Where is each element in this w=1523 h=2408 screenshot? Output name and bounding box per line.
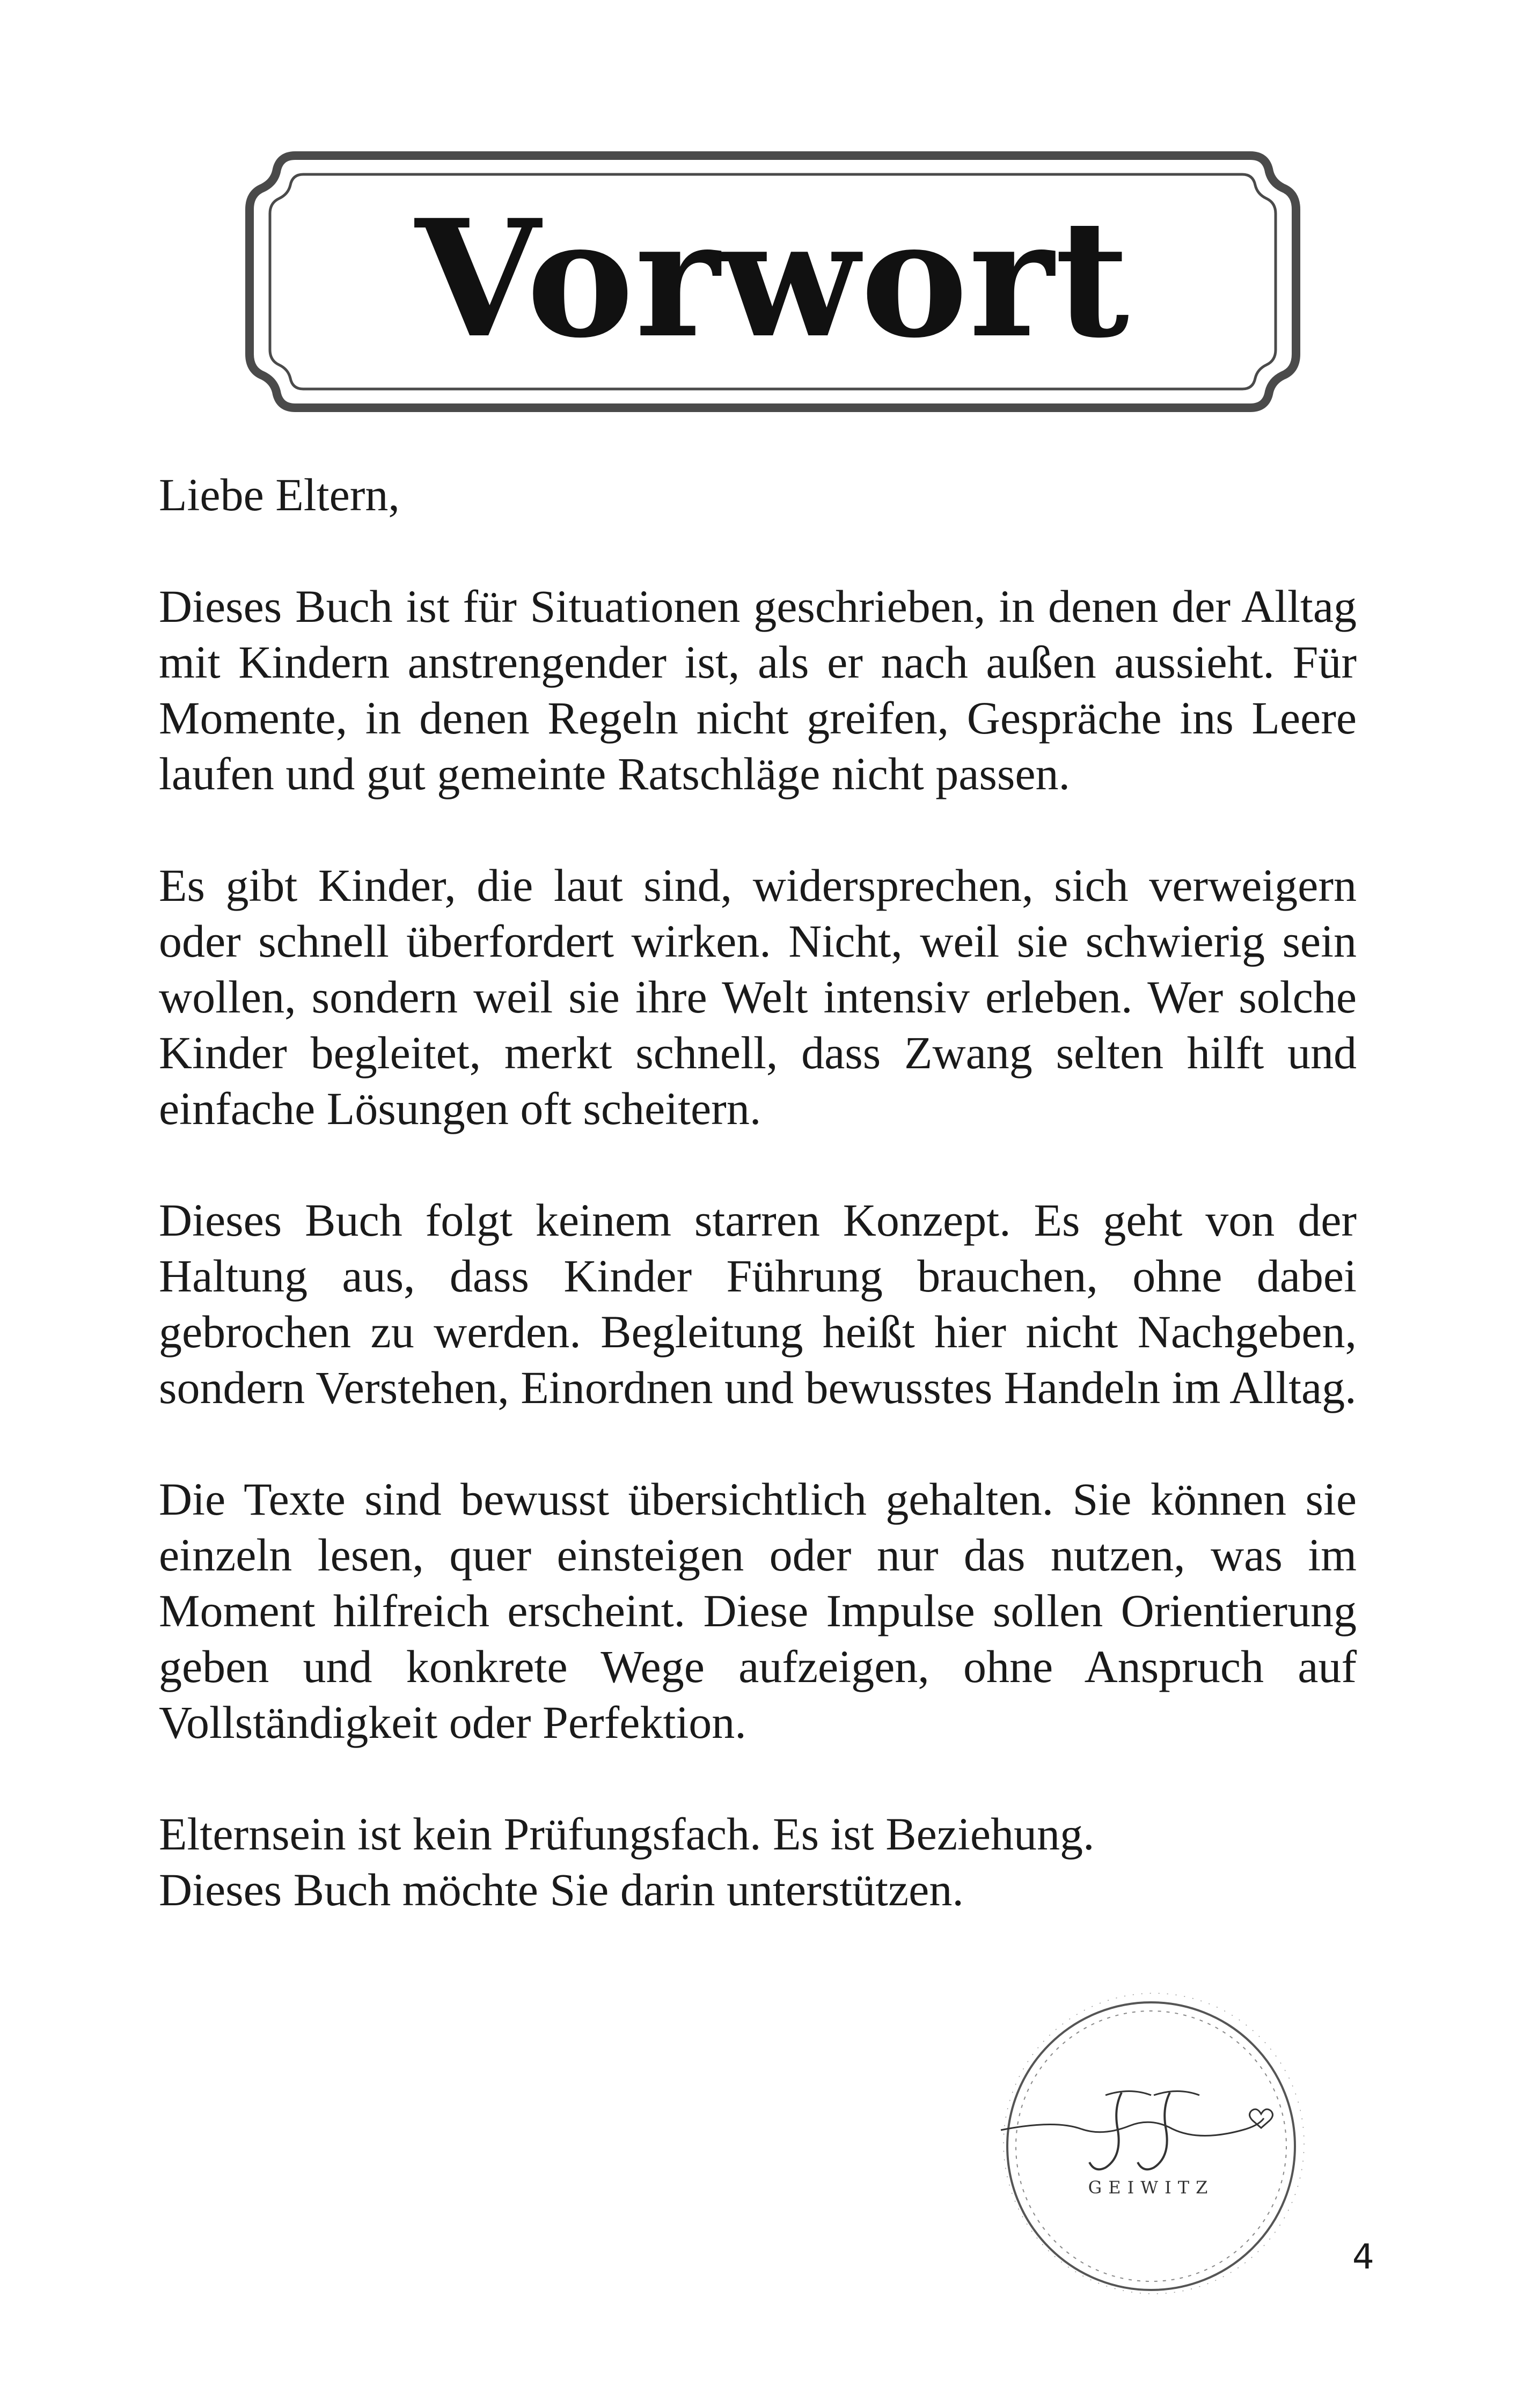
paragraph-2: Es gibt Kinder, die laut sind, widersprechen, sich verweigern oder schnell überfordert wirken. Nicht, weil sie schwierig sein wollen, sondern weil sie ihre Welt intensiv erleben. Wer solche Kinder begleitet, merkt schnell, dass Zwang selten hilft und einfache Lösungen oft scheitern. [159, 860, 1357, 1134]
monogram-circle-icon [990, 1985, 1312, 2307]
page-title: Vorwort [415, 184, 1131, 373]
title-banner [244, 150, 1301, 413]
paragraph-4: Die Texte sind bewusst übersichtlich gehalten. Sie können sie einzeln lesen, quer einsteigen oder nur das nutzen, was im Moment hilfreich erscheint. Diese Impulse sollen Orientierung geben und konkrete Wege aufzeigen, ohne Anspruch auf Vollständigkeit oder Perfektion. [159, 1473, 1357, 1748]
paragraph-3: Dieses Buch folgt keinem starren Konzept. Es geht von der Haltung aus, dass Kinder Führung brauchen, ohne dabei gebrochen zu werden. Begleitung heißt hier nicht Nachgeben, sondern Verstehen, Einordnen und bewusstes Handeln im Alltag. [159, 1194, 1357, 1413]
closing-line-2: Dieses Buch möchte Sie darin unterstützen. [159, 1864, 964, 1915]
page-number: 4 [1352, 2237, 1374, 2277]
closing-line-1: Elternsein ist kein Prüfungsfach. Es ist Beziehung. [159, 1808, 1095, 1860]
author-logo [990, 1985, 1312, 2307]
logo-wordmark: GEIWITZ [1088, 2177, 1214, 2198]
salutation: Liebe Eltern, [159, 469, 400, 520]
paragraph-1: Dieses Buch ist für Situationen geschrieben, in denen der Alltag mit Kindern anstrengender ist, als er nach außen aussieht. Für Momente, in denen Regeln nicht greifen, Gespräche ins Leere laufen und gut gemeinte Ratschläge nicht passen. [159, 581, 1357, 799]
foreword-body [159, 467, 1357, 1918]
